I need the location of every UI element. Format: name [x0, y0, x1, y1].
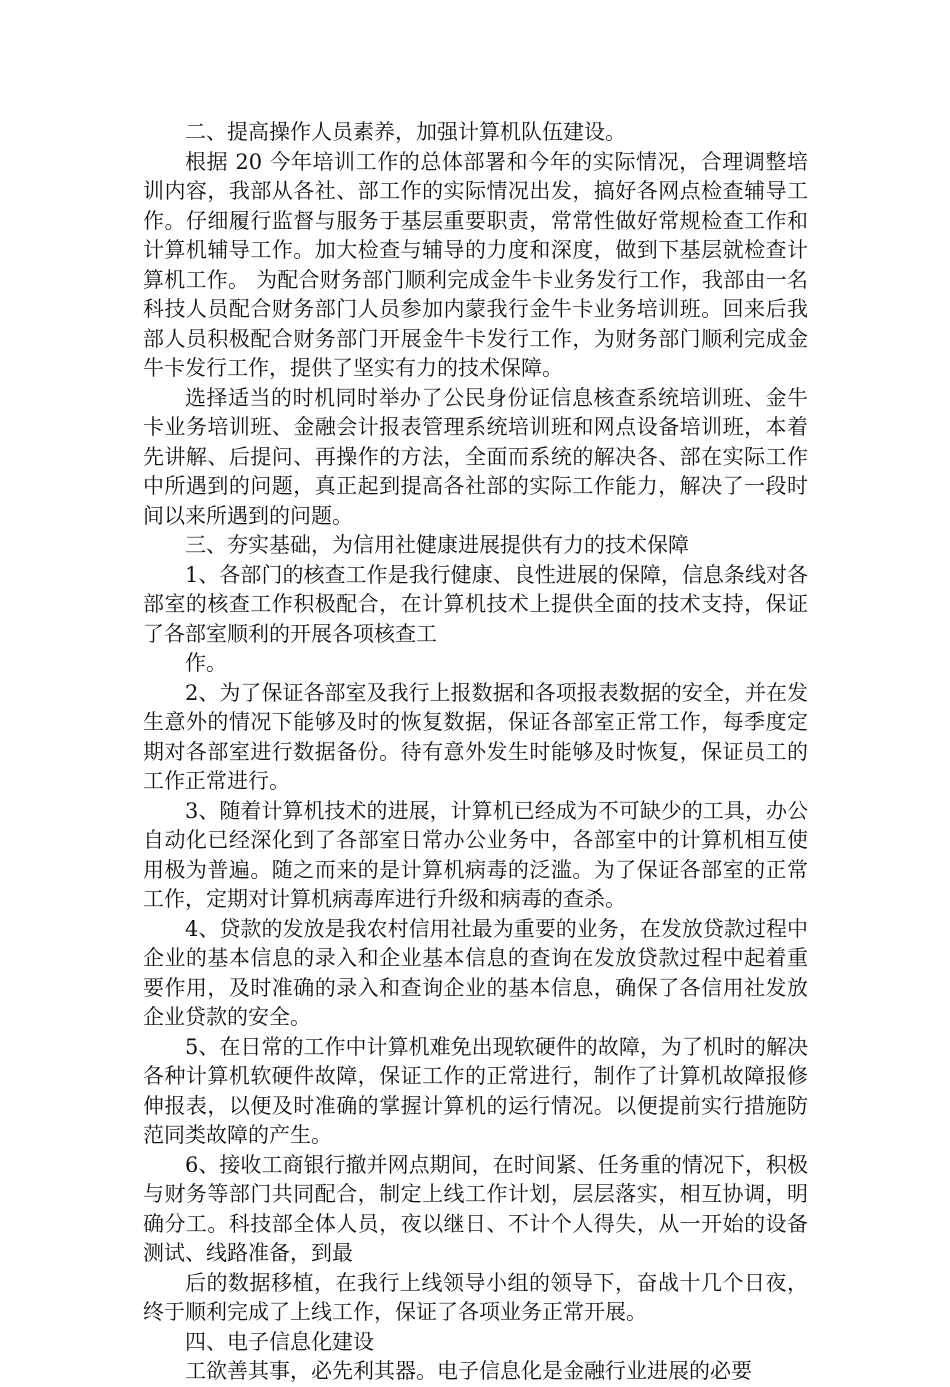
paragraph-item-2: 2、为了保证各部室及我行上报数据和各项报表数据的安全，并在发生意外的情况下能够及时的恢复数据，保证各部室正常工作，每季度定期对各部室进行数据备份。待有意外发生时能够及时恢复，保证员工的工作正常进行。 [143, 680, 808, 793]
paragraph-digitalization: 工欲善其事，必先利其器。电子信息化是金融行业进展的必要 [185, 1359, 752, 1383]
paragraph-training: 根据 20 今年培训工作的总体部署和今年的实际情况，合理调整培训内容，我部从各社、部工作的实际情况出发，搞好各网点检查辅导工作。仔细履行监督与服务于基层重要职责，常常性做好常规检查工作和计算机辅导工作。加大检查与辅导的力度和深度，做到下基层就检查计算机工作。 为配合财务部门顺利完成金牛卡业务发行工作，我部由一名科技人员配合财务部门人员参加内蒙我行金牛卡业务培训班。回来后我部人员积极配合财务部门开展金牛卡发行工作，为财务部门顺利完成金牛卡发行工作，提供了坚实有力的技术保障。 [143, 149, 808, 380]
section-heading-2: 二、提高操作人员素养，加强计算机队伍建设。 [185, 120, 626, 144]
paragraph-item-6: 6、接收工商银行撤并网点期间，在时间紧、任务重的情况下，积极与财务等部门共同配合，制定上线工作计划，层层落实，相互协调，明确分工。科技部全体人员，夜以继日、不计个人得失，从一开始的设备测试、线路准备，到最 [143, 1152, 808, 1265]
paragraph-courses: 选择适当的时机同时举办了公民身份证信息核查系统培训班、金牛卡业务培训班、金融会计报表管理系统培训班和网点设备培训班，本着先讲解、后提问、再操作的方法，全面而系统的解决各、部在实际工作中所遇到的问题，真正起到提高各社部的实际工作能力，解决了一段时间以来所遇到的问题。 [143, 385, 808, 528]
paragraph-item-4: 4、贷款的发放是我农村信用社最为重要的业务，在发放贷款过程中企业的基本信息的录入和企业基本信息的查询在发放贷款过程中起着重要作用，及时准确的录入和查询企业的基本信息，确保了各信用社发放企业贷款的安全。 [143, 916, 808, 1029]
paragraph-item-1-continued: 作。 [185, 651, 227, 675]
paragraph-item-1: 1、各部门的核查工作是我行健康、良性进展的保障，信息条线对各部室的核查工作积极配合，在计算机技术上提供全面的技术支持，保证了各部室顺利的开展各项核查工 [143, 562, 808, 646]
paragraph-item-5: 5、在日常的工作中计算机难免出现软硬件的故障，为了机时的解决各种计算机软硬件故障，保证工作的正常进行，制作了计算机故障报修伸报表，以便及时准确的掌握计算机的运行情况。以便提前实行措施防范同类故障的产生。 [143, 1034, 808, 1147]
section-heading-3: 三、夯实基础，为信用社健康进展提供有力的技术保障 [185, 533, 689, 557]
paragraph-item-6-continued: 后的数据移植，在我行上线领导小组的领导下，奋战十几个日夜，终于顺利完成了上线工作，保证了各项业务正常开展。 [143, 1270, 808, 1324]
document-body [143, 118, 808, 1387]
section-heading-4: 四、电子信息化建设 [185, 1329, 374, 1354]
paragraph-item-3: 3、随着计算机技术的进展，计算机已经成为不可缺少的工具，办公自动化已经深化到了各部室日常办公业务中，各部室中的计算机相互使用极为普遍。随之而来的是计算机病毒的泛滥。为了保证各部室的正常工作，定期对计算机病毒库进行升级和病毒的查杀。 [143, 798, 808, 911]
